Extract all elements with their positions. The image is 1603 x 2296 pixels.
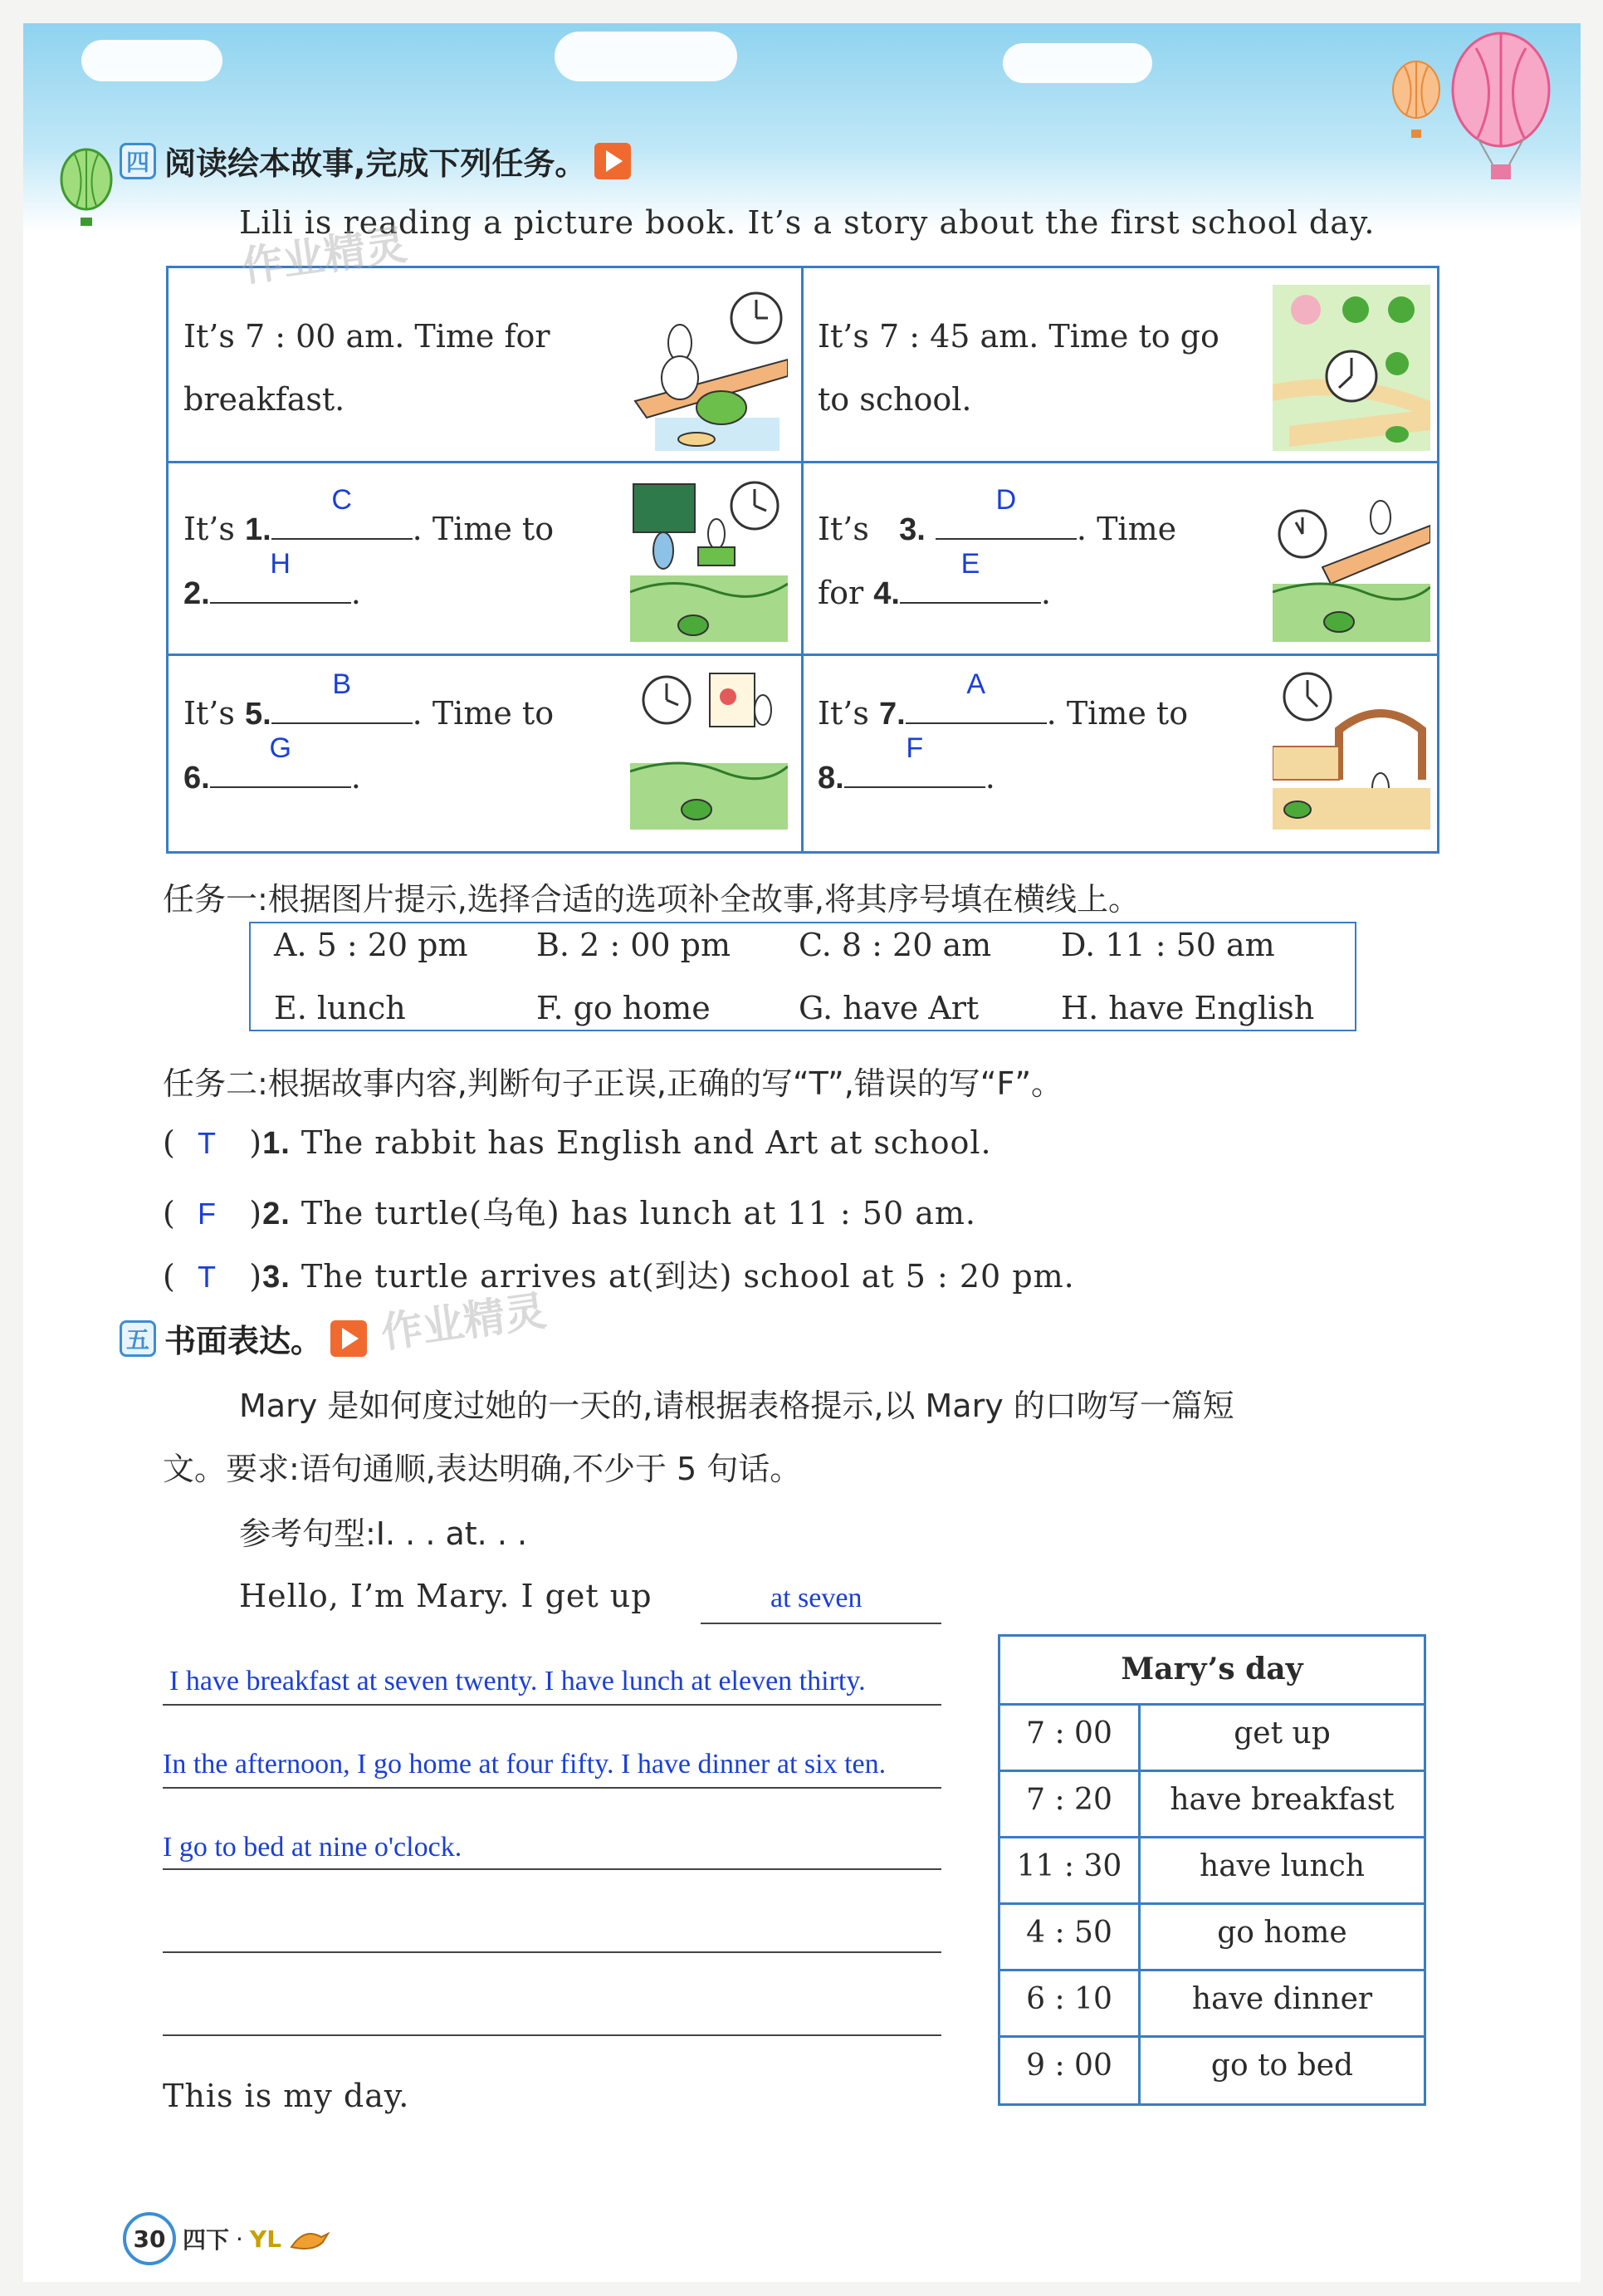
story-cell-3 <box>183 484 555 625</box>
paren: ( <box>163 1195 176 1231</box>
writing-prompt-line-1: Mary 是如何度过她的一天的,请根据表格提示,以 Mary 的口吻写一篇短 <box>239 1388 1234 1424</box>
item-text: The rabbit has English and Art at school. <box>301 1124 992 1161</box>
activity-cell: go to bed <box>1210 2049 1354 2083</box>
blank-number: 3. <box>899 512 926 547</box>
edition-label: YL <box>249 2225 282 2253</box>
paren: ) <box>249 1258 263 1295</box>
story-text: for <box>818 575 864 611</box>
cloud-decoration <box>555 32 737 81</box>
cloud-decoration <box>81 40 222 81</box>
writing-start: Hello, I’m Mary. I get up <box>239 1578 652 1614</box>
option-c: C. 8 : 20 am <box>799 927 992 963</box>
option-e: E. lunch <box>274 990 406 1026</box>
story-text: . Time to <box>1046 695 1189 732</box>
tf-answer[interactable]: T <box>198 1126 217 1160</box>
school-gate-picture <box>1273 663 1430 830</box>
story-text: . Time to <box>412 511 555 547</box>
answer-blank[interactable] <box>900 548 1041 604</box>
time-cell: 4 : 50 <box>1026 1916 1112 1950</box>
sky-banner <box>23 23 1581 231</box>
table-row <box>1000 1703 1424 1772</box>
page-footer <box>123 2212 330 2265</box>
watermark-logo: 作业精灵 <box>378 1286 550 1358</box>
writing-line <box>163 2034 941 2036</box>
art-class-picture <box>630 663 788 830</box>
story-text: It’s 7 : 00 am. Time for <box>183 318 550 355</box>
lunch-picture <box>1273 476 1430 642</box>
story-grid <box>166 266 1439 854</box>
handwritten-line-2[interactable]: In the afternoon, I go home at four fifty. I have dinner at six ten. <box>163 1749 887 1780</box>
option-a: A. 5 : 20 pm <box>274 927 468 963</box>
table-row <box>1000 1836 1424 1905</box>
story-text: to school. <box>818 381 972 418</box>
true-false-item-3 <box>163 1251 1075 1296</box>
writing-line <box>163 1951 941 1953</box>
time-cell: 11 : 30 <box>1016 1849 1122 1883</box>
section-number-badge: 五 <box>120 1320 156 1357</box>
table-header-row <box>1000 1637 1424 1706</box>
filled-answer: H <box>270 548 291 580</box>
writing-line <box>701 1623 941 1624</box>
balloon-icon <box>53 148 120 231</box>
tf-answer[interactable]: T <box>198 1260 217 1294</box>
item-number: 2. <box>262 1197 291 1231</box>
activity-cell: go home <box>1217 1916 1347 1950</box>
handwritten-line-1[interactable]: I have breakfast at seven twenty. I have lunch at eleven thirty. <box>169 1666 866 1696</box>
blank-number: 8. <box>818 761 844 796</box>
separator: · <box>236 2225 243 2253</box>
story-cell-1 <box>183 305 550 431</box>
task-one-instruction: 任务一:根据图片提示,选择合适的选项补全故事,将其序号填在横线上。 <box>163 881 1140 918</box>
story-text: It’s <box>183 511 235 547</box>
time-cell: 7 : 00 <box>1026 1716 1112 1750</box>
story-text: It’s <box>183 695 235 732</box>
story-text: . Time to <box>412 695 555 732</box>
table-row <box>1000 1969 1424 2038</box>
time-cell: 9 : 00 <box>1026 2049 1112 2083</box>
blank-number: 6. <box>183 761 210 796</box>
option-b: B. 2 : 00 pm <box>536 927 731 963</box>
filled-answer: G <box>269 732 291 764</box>
table-title: Mary’s day <box>1121 1652 1303 1687</box>
sentence-pattern: 参考句型:I. . . at. . . <box>239 1515 528 1552</box>
blank-number: 2. <box>183 576 210 611</box>
english-class-picture <box>630 476 788 642</box>
activity-cell: have lunch <box>1200 1849 1365 1883</box>
task-two-instruction: 任务二:根据故事内容,判断句子正误,正确的写“T”,错误的写“F”。 <box>163 1065 1063 1102</box>
answer-blank[interactable] <box>844 732 985 788</box>
story-text: It’s <box>818 695 869 732</box>
bird-icon <box>288 2222 330 2255</box>
true-false-item-1 <box>163 1124 992 1162</box>
story-cell-5 <box>183 668 555 810</box>
story-cell-4 <box>818 484 1177 625</box>
table-row <box>1000 1902 1424 1971</box>
story-text: . <box>985 759 995 796</box>
table-row <box>1000 1770 1424 1838</box>
blank-number: 5. <box>244 697 271 732</box>
watermark-logo: 作业精灵 <box>238 220 410 291</box>
time-cell: 7 : 20 <box>1026 1783 1112 1817</box>
filled-answer: C <box>331 484 352 516</box>
answer-blank[interactable] <box>210 732 351 788</box>
filled-answer: D <box>995 484 1017 516</box>
paren: ( <box>163 1124 176 1161</box>
item-number: 1. <box>262 1126 291 1161</box>
true-false-item-2 <box>163 1187 976 1233</box>
breakfast-picture <box>630 285 788 451</box>
blank-number: 4. <box>873 576 900 611</box>
filled-answer: A <box>966 668 986 700</box>
marys-day-table <box>998 1634 1426 2106</box>
section-five-heading <box>120 1315 367 1361</box>
option-h: H. have English <box>1061 990 1315 1026</box>
story-text: . <box>1040 575 1051 611</box>
filled-answer: E <box>960 548 980 580</box>
writing-line <box>163 1787 941 1789</box>
activity-cell: have breakfast <box>1170 1783 1395 1817</box>
story-cell-2 <box>818 305 1219 431</box>
writing-line <box>163 1704 941 1706</box>
blank-number: 1. <box>244 512 271 547</box>
grade-label: 四下 <box>183 2226 230 2254</box>
options-box <box>249 922 1356 1031</box>
section-number-badge: 四 <box>120 143 156 179</box>
cloud-decoration <box>1003 43 1152 83</box>
section-title: 阅读绘本故事,完成下列任务。 <box>164 145 587 182</box>
item-text: The turtle(乌龟) has lunch at 11 : 50 am. <box>301 1195 976 1231</box>
option-g: G. have Art <box>799 990 980 1026</box>
story-cell-6 <box>818 668 1189 810</box>
story-text: . <box>350 759 361 796</box>
section-four-heading <box>120 138 631 184</box>
option-d: D. 11 : 50 am <box>1061 927 1275 963</box>
filled-answer: F <box>906 732 924 764</box>
story-text: breakfast. <box>183 381 345 418</box>
writing-end: This is my day. <box>163 2078 410 2114</box>
option-f: F. go home <box>536 990 711 1026</box>
table-row <box>1000 2035 1424 2102</box>
blank-number: 7. <box>878 697 906 732</box>
activity-cell: have dinner <box>1191 1982 1373 2016</box>
play-video-icon[interactable] <box>330 1320 367 1357</box>
story-text: It’s 7 : 45 am. Time to go <box>818 318 1219 355</box>
filled-answer: B <box>332 668 352 700</box>
page-number: 30 <box>123 2212 176 2265</box>
item-text: The turtle arrives at(到达) school at 5 : 20 pm. <box>301 1258 1075 1295</box>
time-cell: 6 : 10 <box>1026 1982 1112 2016</box>
workbook-page <box>23 23 1581 2282</box>
grid-divider <box>169 461 1437 463</box>
grid-divider <box>801 268 804 851</box>
answer-blank[interactable] <box>210 548 351 604</box>
story-intro: Lili is reading a picture book. It’s a story about the first school day. <box>239 204 1376 241</box>
hot-air-balloon-icon <box>1385 32 1576 198</box>
play-video-icon[interactable] <box>594 143 631 179</box>
paren: ) <box>249 1195 263 1231</box>
handwritten-line-3[interactable]: I go to bed at nine o'clock. <box>163 1832 462 1863</box>
activity-cell: get up <box>1234 1716 1331 1750</box>
writing-line <box>163 1868 941 1870</box>
section-title: 书面表达。 <box>164 1323 323 1359</box>
story-text: . Time <box>1076 511 1177 547</box>
handwritten-answer[interactable]: at seven <box>770 1583 863 1613</box>
story-text: . <box>350 575 361 611</box>
item-number: 3. <box>262 1260 291 1295</box>
walk-to-school-picture <box>1273 285 1430 451</box>
story-text: It’s <box>818 511 869 547</box>
paren: ( <box>163 1258 176 1295</box>
tf-answer[interactable]: F <box>198 1197 217 1231</box>
paren: ) <box>249 1124 263 1161</box>
writing-prompt-line-2: 文。要求:语句通顺,表达明确,不少于 5 句话。 <box>163 1451 802 1487</box>
